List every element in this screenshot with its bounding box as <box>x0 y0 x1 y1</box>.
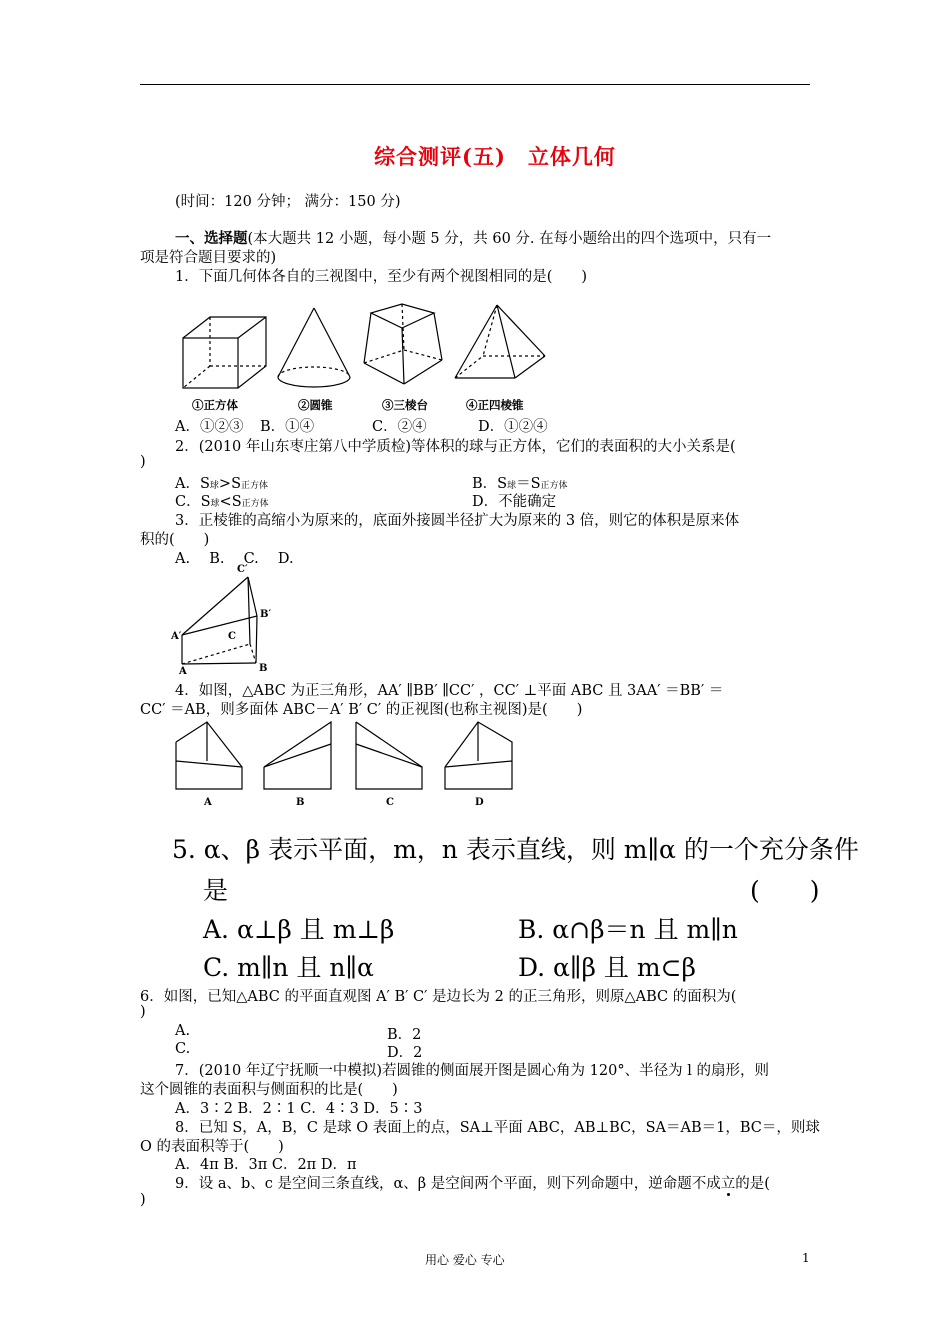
fig-label-frustum: ③三棱台 <box>382 398 428 412</box>
prism-label-a-prime: A′ <box>171 631 182 642</box>
prism-label-a: A <box>179 666 187 677</box>
prism-label-c: C <box>228 631 236 642</box>
section1-intro-line2: 项是符合题目要求的) <box>140 250 277 266</box>
prism-label-b-prime: B′ <box>260 609 272 620</box>
q9-line1: 9．设 a、b、c 是空间三条直线，α、β 是空间两个平面，则下列命题中，逆命题不成立的是( <box>175 1176 770 1192</box>
q4-fig-label-c: C <box>386 797 394 808</box>
q8-options: A．4π B．3π C．2π D．π <box>175 1157 357 1173</box>
time-info: (时间：120 分钟； 满分：150 分) <box>175 194 401 210</box>
q2-option-d: D．不能确定 <box>472 494 557 510</box>
q3-line1: 3．正棱锥的高缩小为原来的，底面外接圆半径扩大为原来的 3 倍，则它的体积是原来体 <box>175 513 740 529</box>
q4-fig-label-a: A <box>204 797 212 808</box>
q5-option-a: A. α⊥β 且 m⊥β <box>203 915 395 944</box>
fig-label-pyramid: ④正四棱锥 <box>466 398 524 412</box>
q9-line2: ) <box>140 1192 146 1208</box>
q1-text: 1．下面几何体各自的三视图中，至少有两个视图相同的是( ) <box>175 269 588 285</box>
q7-line2: 这个圆锥的表面积与侧面积的比是( ) <box>140 1082 398 1098</box>
q6-option-d: D．2 <box>387 1045 423 1061</box>
q6-option-c: C. <box>175 1041 191 1057</box>
q6-line2: ) <box>140 1004 146 1020</box>
prism-label-c-prime: C′ <box>237 564 248 575</box>
q7-line1: 7．(2010 年辽宁抚顺一中模拟)若圆锥的侧面展开图是圆心角为 120°、半径为 l 的扇形，则 <box>175 1063 769 1079</box>
q5-line1: 5. α、β 表示平面，m，n 表示直线，则 m∥α 的一个充分条件 <box>172 835 859 864</box>
section1-heading: 一、选择题 <box>175 230 248 247</box>
q2-line2: ) <box>140 454 146 470</box>
q3-line2: 积的( ) <box>140 532 210 548</box>
q5-option-c: C. m∥n 且 n∥α <box>203 953 374 982</box>
prism-label-b: B <box>259 663 268 674</box>
q4-line1: 4．如图，△ABC 为正三角形，AA′ ∥BB′ ∥CC′ ，CC′ ⊥平面 ABC 且 3AA′ ＝BB′ ＝ <box>175 683 724 699</box>
q1-option-a: A．①②③ <box>175 419 244 435</box>
q5-option-b: B. α∩β＝n 且 m∥n <box>518 915 738 944</box>
q2-option-c: C．S球<S正方体 <box>175 494 269 510</box>
q4-fig-label-d: D <box>475 797 484 808</box>
page-number: 1 <box>802 1251 810 1265</box>
q4-line2: CC′ ＝AB，则多面体 ABC－A′ B′ C′ 的正视图(也称主视图)是( ) <box>140 702 583 718</box>
q6-option-a: A. <box>175 1023 191 1039</box>
q7-options: A．3∶2 B．2∶1 C．4∶3 D．5∶3 <box>175 1101 423 1117</box>
q3-options: A. B. C. D. <box>175 551 294 567</box>
fig-label-cone: ②圆锥 <box>298 398 333 412</box>
q8-line1: 8．已知 S，A，B，C 是球 O 表面上的点，SA⊥平面 ABC，AB⊥BC，SA＝AB＝1，BC＝，则球 <box>175 1120 820 1136</box>
q1-option-c: C．②④ <box>372 419 427 435</box>
q2-line1: 2．(2010 年山东枣庄第八中学质检)等体积的球与正方体，它们的表面积的大小关系是( <box>175 439 736 455</box>
q5-answer-paren: ( ) <box>750 876 820 905</box>
page-title: 综合测评(五) 立体几何 <box>374 144 616 169</box>
q5-option-d: D. α∥β 且 m⊂β <box>518 953 696 982</box>
emphasis-dot <box>727 1193 730 1196</box>
footer-center: 用心 爱心 专心 <box>425 1253 505 1267</box>
q6-option-b: B．2 <box>387 1027 422 1043</box>
q6-line1: 6．如图，已知△ABC 的平面直观图 A′ B′ C′ 是边长为 2 的正三角形，则原△ABC 的面积为( <box>140 989 737 1005</box>
q2-option-a: A．S球>S正方体 <box>175 476 269 492</box>
q1-option-b: B．①④ <box>260 419 315 435</box>
q1-option-d: D．①②④ <box>478 419 548 435</box>
q5-line2: 是 <box>203 876 229 905</box>
q4-fig-label-b: B <box>296 797 305 808</box>
q8-line2: O 的表面积等于( ) <box>140 1139 284 1155</box>
q2-option-b: B．S球＝S正方体 <box>472 476 568 492</box>
fig-label-cube: ①正方体 <box>192 398 238 412</box>
section1-intro: (本大题共 12 小题，每小题 5 分，共 60 分. 在每小题给出的四个选项中，只有一 <box>247 231 772 247</box>
